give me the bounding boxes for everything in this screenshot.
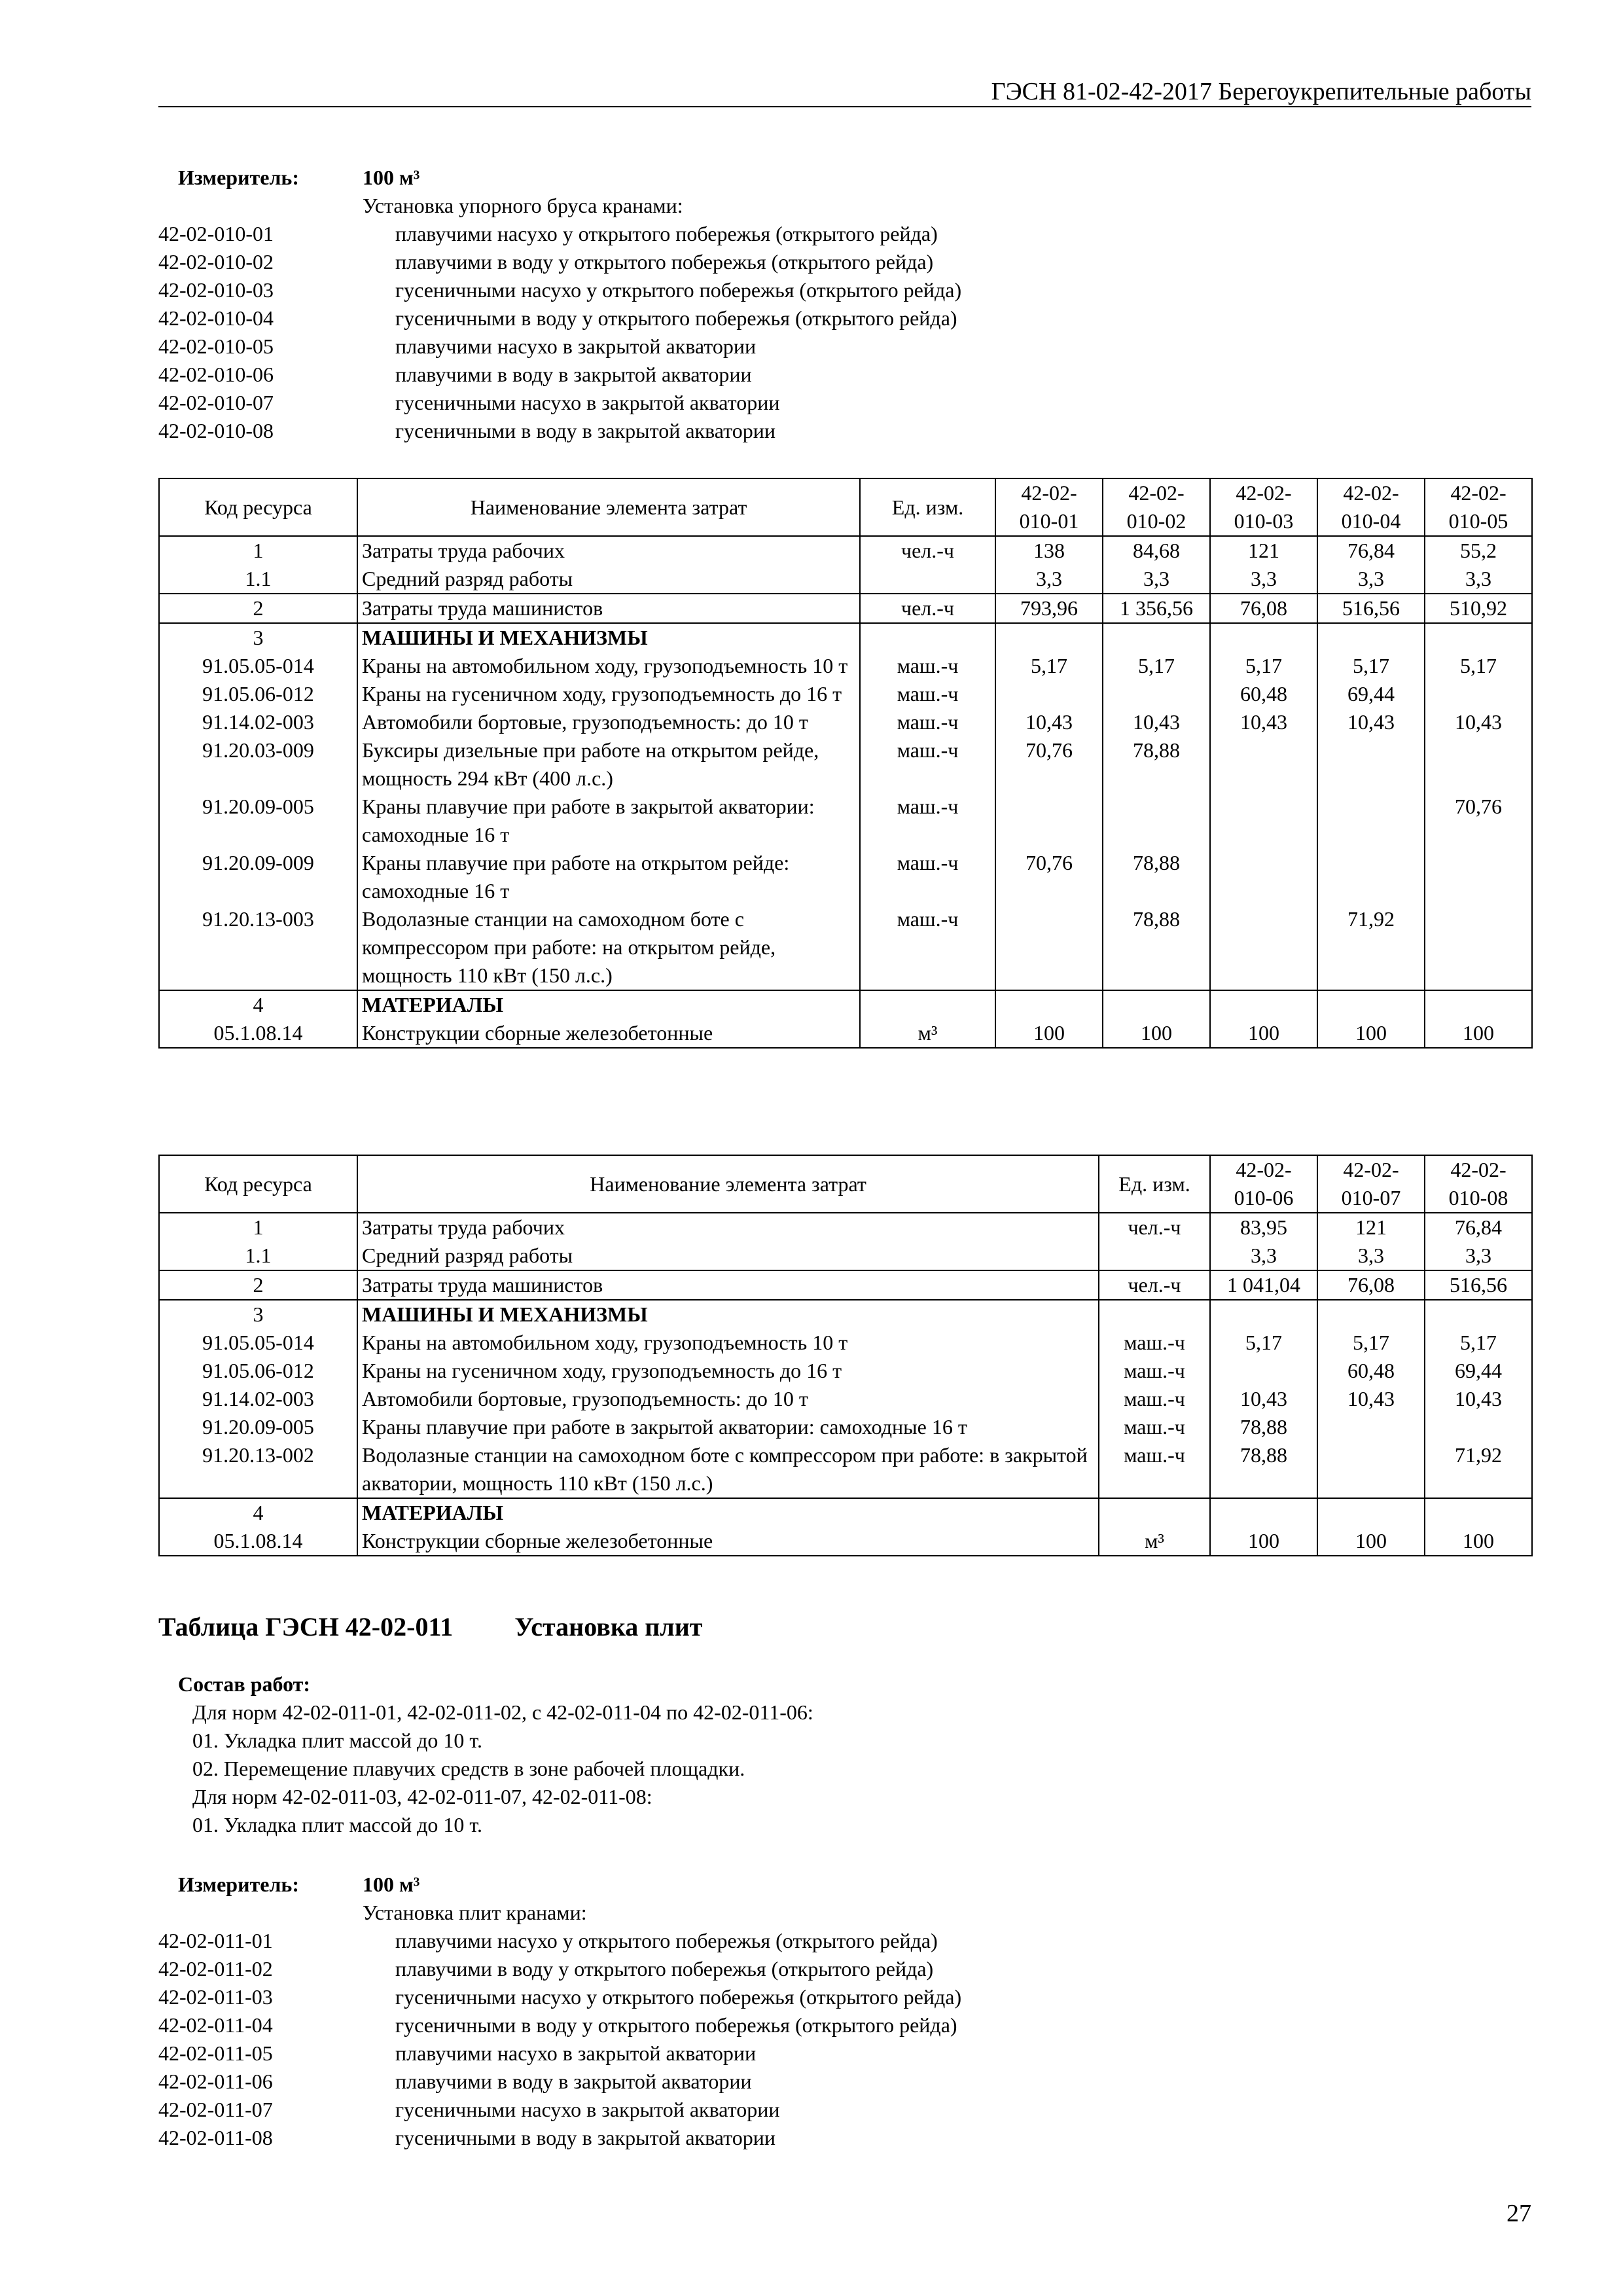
table-header-row — [159, 1155, 1532, 1213]
norm-value — [1210, 905, 1317, 990]
table-header-row — [159, 478, 1532, 536]
norm-value: 3,3 — [1317, 1242, 1425, 1270]
composition-line: Для норм 42-02-011-03, 42-02-011-07, 42-02-011-08: — [192, 1785, 652, 1808]
norm-description: гусеничными насухо у открытого побережья (открытого рейда) — [395, 278, 962, 302]
meter-description-row — [158, 1899, 1402, 1927]
norm-value: 60,48 — [1317, 1357, 1425, 1385]
norm-value — [1425, 1413, 1532, 1441]
meter-description: Установка плит кранами: — [363, 1901, 587, 1924]
resource-code: 4 — [159, 1498, 357, 1527]
norm-value: 5,17 — [1103, 652, 1210, 680]
resource-unit: маш.-ч — [860, 793, 995, 849]
norm-value: 5,17 — [1425, 1329, 1532, 1357]
norm-code: 42-02-011-07 — [158, 2098, 273, 2121]
norm-value — [1210, 793, 1317, 849]
norm-value: 3,3 — [995, 565, 1103, 594]
resource-name: Краны плавучие при работе на открытом рейде: самоходные 16 т — [357, 849, 860, 905]
resource-unit: чел.-ч — [1099, 1213, 1210, 1242]
resource-code: 91.14.02-003 — [159, 1385, 357, 1413]
resource-unit: маш.-ч — [860, 680, 995, 708]
norm-description: плавучими в воду в закрытой акватории — [395, 2070, 752, 2093]
table-row — [159, 536, 1532, 565]
norm-value: 10,43 — [1210, 708, 1317, 736]
norm-code: 42-02-011-01 — [158, 1929, 273, 1952]
header-norm: 42-02- 010-02 — [1103, 478, 1210, 536]
table-row — [159, 1329, 1532, 1357]
resource-name: МАШИНЫ И МЕХАНИЗМЫ — [357, 623, 860, 652]
table-row — [159, 1441, 1532, 1498]
table-row — [159, 680, 1532, 708]
resource-code: 91.20.09-005 — [159, 1413, 357, 1441]
resource-unit: маш.-ч — [1099, 1441, 1210, 1498]
norm-value: 5,17 — [1425, 652, 1532, 680]
header-norm: 42-02- 010-07 — [1317, 1155, 1425, 1213]
meter-label: Измеритель: — [178, 166, 299, 189]
resource-unit: маш.-ч — [860, 736, 995, 793]
table-row — [159, 652, 1532, 680]
meter-items — [158, 220, 1402, 445]
norm-description: гусеничными в воду у открытого побережья (открытого рейда) — [395, 306, 957, 330]
meter-heading — [158, 1871, 1402, 1899]
norm-value — [995, 990, 1103, 1019]
meter-block-010 — [158, 164, 1402, 445]
norm-code: 42-02-010-08 — [158, 419, 274, 442]
table-row — [159, 1019, 1532, 1048]
norm-value: 100 — [1425, 1019, 1532, 1048]
norm-value: 78,88 — [1103, 849, 1210, 905]
norm-description: плавучими в воду у открытого побережья (открытого рейда) — [395, 250, 934, 274]
table-row — [159, 849, 1532, 905]
resource-name: Краны на автомобильном ходу, грузоподъемность 10 т — [357, 1329, 1099, 1357]
norm-value — [1103, 793, 1210, 849]
norm-value — [1317, 623, 1425, 652]
norm-value: 121 — [1210, 536, 1317, 565]
norm-value: 60,48 — [1210, 680, 1317, 708]
norm-description: гусеничными насухо у открытого побережья (открытого рейда) — [395, 1985, 962, 2009]
norm-description: плавучими в воду в закрытой акватории — [395, 363, 752, 386]
norm-description: плавучими в воду у открытого побережья (открытого рейда) — [395, 1957, 934, 1981]
header-unit: Ед. изм. — [1099, 1155, 1210, 1213]
norm-value — [1317, 793, 1425, 849]
norm-value: 516,56 — [1317, 594, 1425, 623]
norm-value — [1425, 736, 1532, 793]
norm-value — [1425, 623, 1532, 652]
norm-description: плавучими насухо в закрытой акватории — [395, 334, 757, 358]
norm-value: 83,95 — [1210, 1213, 1317, 1242]
norm-value: 10,43 — [1425, 1385, 1532, 1413]
norm-value — [1317, 736, 1425, 793]
resource-unit — [1099, 1300, 1210, 1329]
resource-code: 91.05.05-014 — [159, 652, 357, 680]
table-row — [159, 905, 1532, 990]
resource-name: Средний разряд работы — [357, 1242, 1099, 1270]
header-norm: 42-02- 010-04 — [1317, 478, 1425, 536]
norm-value — [1317, 849, 1425, 905]
resource-code: 91.05.05-014 — [159, 1329, 357, 1357]
norm-value — [1425, 905, 1532, 990]
resource-unit: чел.-ч — [860, 594, 995, 623]
meter-item-row — [158, 1927, 1402, 1955]
meter-heading — [158, 164, 1402, 192]
meter-label: Измеритель: — [178, 1873, 299, 1896]
meter-item-row — [158, 304, 1402, 332]
meter-item-row — [158, 332, 1402, 361]
norm-value: 5,17 — [1317, 1329, 1425, 1357]
meter-item-row — [158, 2096, 1402, 2124]
norm-value: 76,84 — [1317, 536, 1425, 565]
norm-code: 42-02-011-08 — [158, 2126, 273, 2149]
norm-value: 55,2 — [1425, 536, 1532, 565]
meter-item-row — [158, 417, 1402, 445]
composition-line: Для норм 42-02-011-01, 42-02-011-02, с 42-02-011-04 по 42-02-011-06: — [192, 1700, 813, 1724]
norm-description: плавучими насухо у открытого побережья (открытого рейда) — [395, 222, 938, 245]
norm-code: 42-02-010-03 — [158, 278, 274, 302]
resource-name: МАШИНЫ И МЕХАНИЗМЫ — [357, 1300, 1099, 1329]
meter-block-011 — [158, 1871, 1402, 2152]
norm-value — [1425, 849, 1532, 905]
norm-value: 71,92 — [1425, 1441, 1532, 1498]
resource-name: Краны плавучие при работе в закрытой акватории: самоходные 16 т — [357, 793, 860, 849]
resource-unit — [1099, 1242, 1210, 1270]
meter-item-row — [158, 2124, 1402, 2152]
norm-value: 510,92 — [1425, 594, 1532, 623]
table-title — [158, 1611, 702, 1642]
resource-name: Затраты труда рабочих — [357, 1213, 1099, 1242]
resource-unit — [1099, 1498, 1210, 1527]
norm-value — [995, 623, 1103, 652]
norm-value — [1317, 990, 1425, 1019]
composition-title: Состав работ: — [178, 1672, 311, 1696]
resource-code: 4 — [159, 990, 357, 1019]
norm-value: 69,44 — [1317, 680, 1425, 708]
norm-value: 100 — [1425, 1527, 1532, 1556]
table-name: Установка плит — [514, 1612, 703, 1641]
resource-unit: маш.-ч — [1099, 1329, 1210, 1357]
table-row — [159, 793, 1532, 849]
norm-value: 78,88 — [1210, 1441, 1317, 1498]
resource-unit: маш.-ч — [1099, 1413, 1210, 1441]
norm-value: 121 — [1317, 1213, 1425, 1242]
resource-name: Затраты труда машинистов — [357, 594, 860, 623]
norm-code: 42-02-011-03 — [158, 1985, 273, 2009]
page-number: 27 — [1507, 2200, 1531, 2227]
norm-value: 70,76 — [995, 736, 1103, 793]
table-row — [159, 1242, 1532, 1270]
norm-value: 1 041,04 — [1210, 1270, 1317, 1300]
resource-unit: м³ — [1099, 1527, 1210, 1556]
resource-unit — [860, 565, 995, 594]
resource-code: 1 — [159, 536, 357, 565]
meter-item-row — [158, 276, 1402, 304]
resource-code: 91.20.09-009 — [159, 849, 357, 905]
resource-code: 91.20.09-005 — [159, 793, 357, 849]
norm-value — [1425, 680, 1532, 708]
resource-name: Краны плавучие при работе в закрытой акватории: самоходные 16 т — [357, 1413, 1099, 1441]
norm-value: 10,43 — [1317, 708, 1425, 736]
norm-value: 5,17 — [1210, 652, 1317, 680]
resource-unit: чел.-ч — [1099, 1270, 1210, 1300]
norm-description: плавучими насухо у открытого побережья (открытого рейда) — [395, 1929, 938, 1952]
table-row — [159, 708, 1532, 736]
resource-name: Конструкции сборные железобетонные — [357, 1019, 860, 1048]
header-unit: Ед. изм. — [860, 478, 995, 536]
resource-name: Затраты труда рабочих — [357, 536, 860, 565]
header-norm: 42-02- 010-03 — [1210, 478, 1317, 536]
resource-name: Краны на гусеничном ходу, грузоподъемность до 16 т — [357, 1357, 1099, 1385]
composition-lines — [178, 1698, 1356, 1839]
resource-name: Средний разряд работы — [357, 565, 860, 594]
norm-value: 100 — [1317, 1019, 1425, 1048]
table-row — [159, 594, 1532, 623]
header-rule — [158, 106, 1531, 107]
resource-code: 91.05.06-012 — [159, 1357, 357, 1385]
resource-name: Конструкции сборные железобетонные — [357, 1527, 1099, 1556]
norm-value — [1210, 623, 1317, 652]
resource-code: 1.1 — [159, 565, 357, 594]
meter-description: Установка упорного бруса кранами: — [363, 194, 683, 217]
norm-value: 138 — [995, 536, 1103, 565]
norm-code: 42-02-011-05 — [158, 2041, 273, 2065]
resource-unit: чел.-ч — [860, 536, 995, 565]
norm-value: 78,88 — [1103, 736, 1210, 793]
norm-value: 70,76 — [1425, 793, 1532, 849]
resource-unit: маш.-ч — [860, 849, 995, 905]
resource-name: Краны на гусеничном ходу, грузоподъемность до 16 т — [357, 680, 860, 708]
norm-value: 78,88 — [1210, 1413, 1317, 1441]
composition-line: 02. Перемещение плавучих средств в зоне рабочей площадки. — [192, 1757, 745, 1780]
norm-value — [1317, 1441, 1425, 1498]
resource-name: Краны на автомобильном ходу, грузоподъемность 10 т — [357, 652, 860, 680]
norm-value — [1317, 1498, 1425, 1527]
header-norm: 42-02- 010-05 — [1425, 478, 1532, 536]
norm-value: 5,17 — [1210, 1329, 1317, 1357]
table-row — [159, 1413, 1532, 1441]
resource-name: Водолазные станции на самоходном боте с компрессором при работе: на открытом рейде, мощность 110 кВт (150 л.с.) — [357, 905, 860, 990]
resource-code: 05.1.08.14 — [159, 1527, 357, 1556]
table-row — [159, 736, 1532, 793]
norm-value — [1210, 736, 1317, 793]
meter-item-row — [158, 1955, 1402, 1983]
table-row — [159, 1527, 1532, 1556]
header-code: Код ресурса — [159, 1155, 357, 1213]
norm-value: 5,17 — [995, 652, 1103, 680]
norm-value: 3,3 — [1210, 565, 1317, 594]
header-norm: 42-02- 010-06 — [1210, 1155, 1317, 1213]
resource-code: 91.20.13-003 — [159, 905, 357, 990]
norm-value: 76,08 — [1210, 594, 1317, 623]
norm-value: 100 — [1210, 1019, 1317, 1048]
meter-value: 100 м³ — [363, 1873, 420, 1896]
resource-unit: маш.-ч — [860, 905, 995, 990]
resource-name: МАТЕРИАЛЫ — [357, 1498, 1099, 1527]
resource-code: 91.20.13-002 — [159, 1441, 357, 1498]
norm-code: 42-02-010-05 — [158, 334, 274, 358]
meter-item-row — [158, 2039, 1402, 2068]
norm-value — [995, 793, 1103, 849]
table-row — [159, 990, 1532, 1019]
norm-code: 42-02-010-02 — [158, 250, 274, 274]
norm-value: 78,88 — [1103, 905, 1210, 990]
norm-value: 10,43 — [1425, 708, 1532, 736]
norm-value: 3,3 — [1103, 565, 1210, 594]
norm-value: 100 — [995, 1019, 1103, 1048]
norm-value: 76,08 — [1317, 1270, 1425, 1300]
header-name: Наименование элемента затрат — [357, 1155, 1099, 1213]
norm-value — [1425, 990, 1532, 1019]
resource-code: 91.14.02-003 — [159, 708, 357, 736]
norm-value: 3,3 — [1425, 565, 1532, 594]
norm-value: 70,76 — [995, 849, 1103, 905]
norm-value: 76,84 — [1425, 1213, 1532, 1242]
header-name: Наименование элемента затрат — [357, 478, 860, 536]
norm-value — [1210, 1498, 1317, 1527]
norm-value: 100 — [1103, 1019, 1210, 1048]
table-label: Таблица ГЭСН 42-02-011 — [158, 1612, 454, 1641]
table-row — [159, 623, 1532, 652]
meter-item-row — [158, 1983, 1402, 2011]
meter-item-row — [158, 2068, 1402, 2096]
norm-value: 10,43 — [1317, 1385, 1425, 1413]
table-row — [159, 1385, 1532, 1413]
resource-code: 91.20.03-009 — [159, 736, 357, 793]
norm-code: 42-02-011-02 — [158, 1957, 273, 1981]
norm-value — [1317, 1300, 1425, 1329]
resource-name: Автомобили бортовые, грузоподъемность: до 10 т — [357, 1385, 1099, 1413]
norm-value: 3,3 — [1210, 1242, 1317, 1270]
norm-value: 793,96 — [995, 594, 1103, 623]
resource-code: 05.1.08.14 — [159, 1019, 357, 1048]
table-row — [159, 1270, 1532, 1300]
resource-unit — [860, 623, 995, 652]
resource-unit: м³ — [860, 1019, 995, 1048]
meter-item-row — [158, 2011, 1402, 2039]
norm-value: 10,43 — [1210, 1385, 1317, 1413]
norm-code: 42-02-011-04 — [158, 2013, 273, 2037]
norm-value: 100 — [1210, 1527, 1317, 1556]
norm-description: гусеничными в воду в закрытой акватории — [395, 419, 776, 442]
resource-code: 1.1 — [159, 1242, 357, 1270]
norm-value — [1210, 990, 1317, 1019]
norm-value: 71,92 — [1317, 905, 1425, 990]
norm-value: 10,43 — [995, 708, 1103, 736]
norm-value — [995, 680, 1103, 708]
resource-code: 3 — [159, 623, 357, 652]
norm-value: 5,17 — [1317, 652, 1425, 680]
norm-description: гусеничными насухо в закрытой акватории — [395, 391, 780, 414]
resource-name: Затраты труда машинистов — [357, 1270, 1099, 1300]
meter-value: 100 м³ — [363, 166, 420, 189]
header-norm: 42-02- 010-01 — [995, 478, 1103, 536]
meter-description-row — [158, 192, 1402, 220]
header-code: Код ресурса — [159, 478, 357, 536]
resource-unit: маш.-ч — [860, 652, 995, 680]
running-header: ГЭСН 81-02-42-2017 Берегоукрепительные работы — [991, 78, 1531, 105]
resource-name: Буксиры дизельные при работе на открытом рейде, мощность 294 кВт (400 л.с.) — [357, 736, 860, 793]
resource-unit: маш.-ч — [860, 708, 995, 736]
norm-code: 42-02-011-06 — [158, 2070, 273, 2093]
resource-unit — [860, 990, 995, 1019]
norm-value — [1103, 990, 1210, 1019]
meter-item-row — [158, 248, 1402, 276]
norm-value — [1425, 1300, 1532, 1329]
norm-value: 10,43 — [1103, 708, 1210, 736]
resource-name: МАТЕРИАЛЫ — [357, 990, 860, 1019]
resource-unit: маш.-ч — [1099, 1385, 1210, 1413]
norm-description: плавучими насухо в закрытой акватории — [395, 2041, 757, 2065]
norm-code: 42-02-010-04 — [158, 306, 274, 330]
table-row — [159, 565, 1532, 594]
resource-name: Автомобили бортовые, грузоподъемность: до 10 т — [357, 708, 860, 736]
norm-value: 516,56 — [1425, 1270, 1532, 1300]
norm-value: 1 356,56 — [1103, 594, 1210, 623]
norm-value — [1103, 680, 1210, 708]
norm-value — [1210, 849, 1317, 905]
norm-description: гусеничными в воду у открытого побережья (открытого рейда) — [395, 2013, 957, 2037]
meter-items — [158, 1927, 1402, 2152]
meter-item-row — [158, 389, 1402, 417]
table-row — [159, 1300, 1532, 1329]
resource-table-010-06-08 — [158, 1155, 1533, 1556]
norm-value: 84,68 — [1103, 536, 1210, 565]
norm-value — [1425, 1498, 1532, 1527]
norm-value: 100 — [1317, 1527, 1425, 1556]
work-composition — [178, 1670, 1356, 1839]
resource-code: 1 — [159, 1213, 357, 1242]
norm-value: 3,3 — [1317, 565, 1425, 594]
resource-code: 3 — [159, 1300, 357, 1329]
norm-value — [1103, 623, 1210, 652]
resource-table-010-01-05 — [158, 478, 1533, 1049]
table-row — [159, 1498, 1532, 1527]
table-row — [159, 1213, 1532, 1242]
composition-line: 01. Укладка плит массой до 10 т. — [192, 1729, 482, 1752]
meter-item-row — [158, 220, 1402, 248]
resource-code: 2 — [159, 594, 357, 623]
meter-item-row — [158, 361, 1402, 389]
norm-code: 42-02-010-01 — [158, 222, 274, 245]
resource-code: 2 — [159, 1270, 357, 1300]
resource-name: Водолазные станции на самоходном боте с компрессором при работе: в закрытой акватории, мощность 110 кВт (150 л.с.) — [357, 1441, 1099, 1498]
norm-code: 42-02-010-06 — [158, 363, 274, 386]
resource-unit: маш.-ч — [1099, 1357, 1210, 1385]
norm-description: гусеничными в воду в закрытой акватории — [395, 2126, 776, 2149]
norm-value — [995, 905, 1103, 990]
header-norm: 42-02- 010-08 — [1425, 1155, 1532, 1213]
norm-value — [1317, 1413, 1425, 1441]
norm-code: 42-02-010-07 — [158, 391, 274, 414]
norm-value: 69,44 — [1425, 1357, 1532, 1385]
norm-value — [1210, 1357, 1317, 1385]
norm-value: 3,3 — [1425, 1242, 1532, 1270]
composition-line: 01. Укладка плит массой до 10 т. — [192, 1813, 482, 1837]
norm-value — [1210, 1300, 1317, 1329]
resource-code: 91.05.06-012 — [159, 680, 357, 708]
table-row — [159, 1357, 1532, 1385]
norm-description: гусеничными насухо в закрытой акватории — [395, 2098, 780, 2121]
